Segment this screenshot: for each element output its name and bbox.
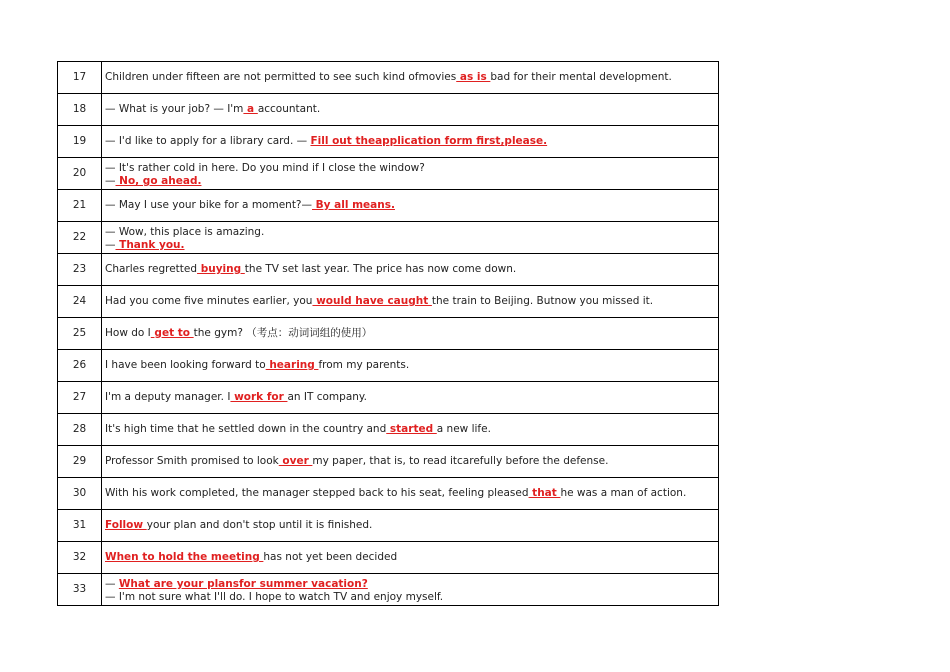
question-number: 28 xyxy=(58,414,102,446)
prompt-text: Professor Smith promised to look xyxy=(105,455,279,467)
table-row xyxy=(58,382,719,414)
prompt-text: — Wow, this place is amazing. xyxy=(105,226,265,238)
question-number: 21 xyxy=(58,190,102,222)
prompt-text: Had you come five minutes earlier, you xyxy=(105,295,313,307)
question-text xyxy=(102,158,719,190)
prompt-text: — It's rather cold in here. Do you mind if I close the window? xyxy=(105,162,425,174)
question-number: 19 xyxy=(58,126,102,158)
question-number: 20 xyxy=(58,158,102,190)
question-number: 26 xyxy=(58,350,102,382)
question-text xyxy=(102,382,719,414)
prompt-text: he was a man of action. xyxy=(560,487,687,499)
table-row xyxy=(58,478,719,510)
question-number: 17 xyxy=(58,62,102,94)
table-row xyxy=(58,254,719,286)
answer-text: get to xyxy=(150,327,194,339)
prompt-text: your plan and don't stop until it is finished. xyxy=(146,519,373,531)
answer-text: over xyxy=(278,455,313,467)
prompt-text: the train to Beijing. Butnow you missed it. xyxy=(431,295,654,307)
text-line xyxy=(105,591,718,604)
question-number: 27 xyxy=(58,382,102,414)
question-number: 31 xyxy=(58,510,102,542)
text-line xyxy=(105,578,718,591)
answer-text: a xyxy=(243,103,258,115)
prompt-text: — xyxy=(105,175,116,187)
table-row xyxy=(58,446,719,478)
text-line xyxy=(105,226,718,239)
prompt-text: Children under fifteen are not permitted to see such kind ofmovies xyxy=(105,71,457,83)
question-number: 25 xyxy=(58,318,102,350)
answer-text: By all means. xyxy=(312,199,395,211)
prompt-text: I'm a deputy manager. I xyxy=(105,391,231,403)
question-table-body xyxy=(58,62,719,606)
table-row xyxy=(58,286,719,318)
prompt-text: the gym? （考点：动词词组的使用） xyxy=(193,327,373,339)
question-text xyxy=(102,190,719,222)
prompt-text: — I'm not sure what I'll do. I hope to watch TV and enjoy myself. xyxy=(105,591,444,603)
table-row xyxy=(58,350,719,382)
prompt-text: accountant. xyxy=(257,103,321,115)
question-number: 23 xyxy=(58,254,102,286)
question-number: 22 xyxy=(58,222,102,254)
answer-text: started xyxy=(386,423,437,435)
question-text xyxy=(102,126,719,158)
prompt-text: has not yet been decided xyxy=(263,551,398,563)
prompt-text: I have been looking forward to xyxy=(105,359,266,371)
prompt-text: — What is your job? — I'm xyxy=(105,103,244,115)
prompt-text: my paper, that is, to read itcarefully before the defense. xyxy=(312,455,609,467)
table-row xyxy=(58,510,719,542)
question-text xyxy=(102,446,719,478)
question-number: 24 xyxy=(58,286,102,318)
question-text xyxy=(102,222,719,254)
question-number: 32 xyxy=(58,542,102,574)
table-row xyxy=(58,318,719,350)
question-text xyxy=(102,574,719,606)
question-table xyxy=(57,61,719,606)
prompt-text: a new life. xyxy=(436,423,491,435)
answer-text: No, go ahead. xyxy=(115,175,202,187)
answer-text: as is xyxy=(456,71,491,83)
question-text xyxy=(102,542,719,574)
prompt-text: How do I xyxy=(105,327,151,339)
answer-text: that xyxy=(528,487,561,499)
question-text xyxy=(102,286,719,318)
table-row xyxy=(58,158,719,190)
question-number: 29 xyxy=(58,446,102,478)
answer-text: Follow xyxy=(105,519,147,531)
question-text xyxy=(102,350,719,382)
prompt-text: — xyxy=(105,239,116,251)
prompt-text: from my parents. xyxy=(318,359,410,371)
table-row xyxy=(58,62,719,94)
text-line xyxy=(105,175,718,188)
prompt-text: — xyxy=(105,578,119,590)
answer-text: When to hold the meeting xyxy=(105,551,264,563)
prompt-text: Charles regretted xyxy=(105,263,198,275)
question-text xyxy=(102,414,719,446)
question-text xyxy=(102,254,719,286)
question-number: 18 xyxy=(58,94,102,126)
question-number: 33 xyxy=(58,574,102,606)
prompt-text: the TV set last year. The price has now come down. xyxy=(244,263,517,275)
question-text xyxy=(102,62,719,94)
answer-text: Thank you. xyxy=(115,239,185,251)
prompt-text: It's high time that he settled down in the country and xyxy=(105,423,387,435)
table-row xyxy=(58,126,719,158)
answer-text: work for xyxy=(230,391,288,403)
prompt-text: — I'd like to apply for a library card. — xyxy=(105,135,311,147)
prompt-text: bad for their mental development. xyxy=(490,71,672,83)
prompt-text: an IT company. xyxy=(287,391,367,403)
question-number: 30 xyxy=(58,478,102,510)
prompt-text: — May I use your bike for a moment?— xyxy=(105,199,313,211)
question-text xyxy=(102,318,719,350)
answer-text: What are your plansfor summer vacation? xyxy=(118,578,368,590)
prompt-text: With his work completed, the manager stepped back to his seat, feeling pleased xyxy=(105,487,529,499)
question-text xyxy=(102,94,719,126)
table-row xyxy=(58,222,719,254)
answer-text: Fill out theapplication form first,please. xyxy=(310,135,548,147)
table-row xyxy=(58,94,719,126)
answer-text: hearing xyxy=(265,359,319,371)
answer-text: would have caught xyxy=(312,295,432,307)
question-text xyxy=(102,510,719,542)
table-row xyxy=(58,542,719,574)
table-row xyxy=(58,574,719,606)
text-line xyxy=(105,162,718,175)
table-row xyxy=(58,190,719,222)
table-row xyxy=(58,414,719,446)
answer-text: buying xyxy=(197,263,245,275)
question-text xyxy=(102,478,719,510)
text-line xyxy=(105,239,718,252)
